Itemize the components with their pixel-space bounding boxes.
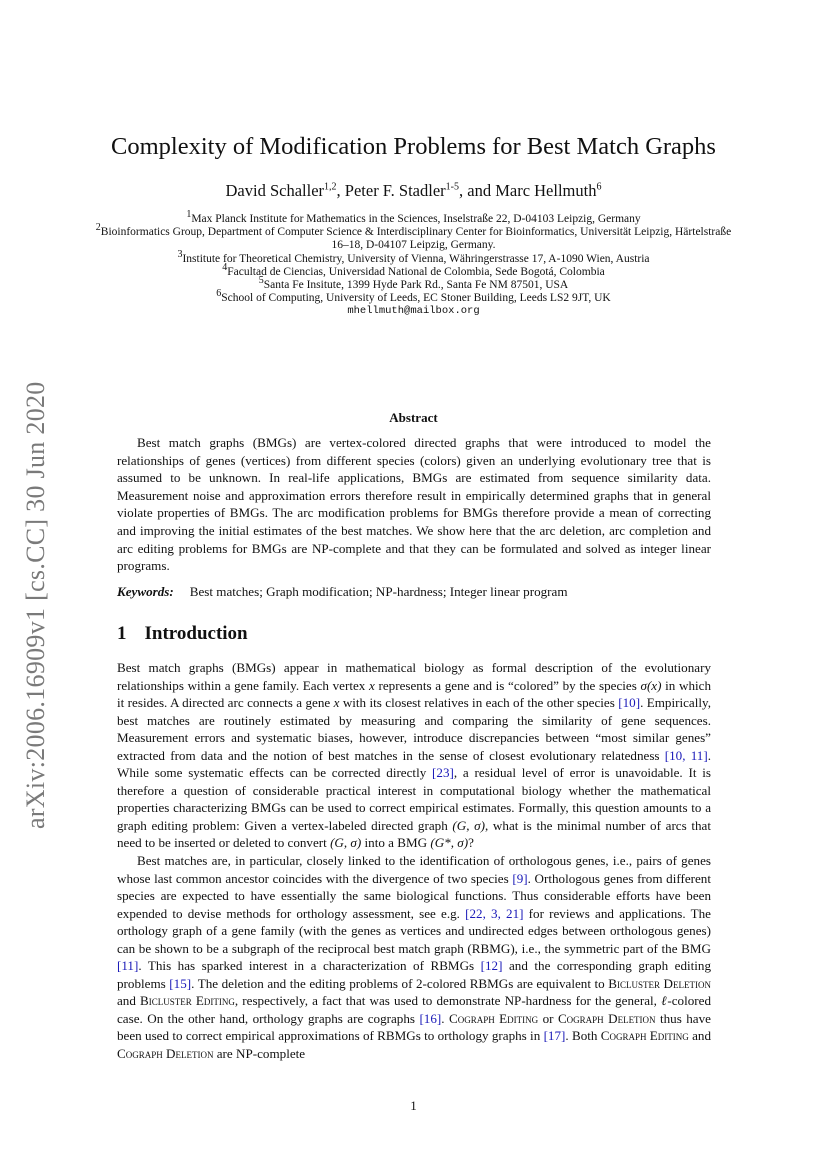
affiliation-number: 2 — [95, 222, 101, 234]
abstract-text: Best match graphs (BMGs) are vertex-colored directed graphs that were introduced to model the relationships of genes (vertices) from different species (colors) given an underlying evolutionary tree that is assumed to be unknown. In real-life applications, BMGs are estimated from sequence similarity data. Measurement noise and approximation errors therefore result in empirically determined graphs that in general violate properties of BMGs. The arc modification problems for BMGs therefore provide a mean of correcting and improving the initial estimates of the best matches. We show here that the arc deletion, arc completion and arc editing problems for BMGs are NP-complete and that they can be formulated and solved as integer linear programs. — [117, 435, 711, 574]
affiliation-text: School of Computing, University of Leeds, EC Stoner Building, Leeds LS2 9JT, UK — [221, 292, 611, 305]
citation-link[interactable]: [10, 11] — [664, 747, 708, 763]
problem-name: Cograph Deletion — [557, 1010, 656, 1026]
keywords-text: Best matches; Graph modification; NP-hardness; Integer linear program — [189, 584, 568, 599]
citation-link[interactable]: [17] — [543, 1028, 566, 1044]
problem-name: Bicluster Deletion — [608, 975, 711, 991]
affiliation-text: Facultad de Ciencias, Universidad National de Colombia, Sede Bogotá, Colombia — [227, 265, 605, 278]
citation-link[interactable]: [23] — [432, 765, 454, 781]
affiliation-number: 3 — [177, 248, 183, 260]
keywords-label: Keywords: — [117, 584, 174, 599]
arxiv-identifier: arXiv:2006.16909v1 [cs.CC] 30 Jun 2020 — [21, 381, 50, 829]
affiliation-item — [92, 222, 735, 252]
affiliation-item — [92, 261, 735, 279]
author-email[interactable]: mhellmuth@mailbox.org — [347, 305, 480, 318]
affiliation-number: 5 — [258, 275, 264, 287]
citation-link[interactable]: [15] — [169, 975, 192, 991]
author-name: Marc Hellmuth — [495, 181, 597, 200]
affiliation-list — [92, 209, 735, 319]
author-name: David Schaller — [225, 181, 325, 200]
math-symbol: (G, σ) — [330, 835, 362, 851]
affiliation-number: 6 — [216, 288, 222, 300]
affiliation-item — [92, 275, 735, 292]
problem-name: Cograph Editing — [600, 1028, 689, 1044]
affiliation-text: Bioinformatics Group, Department of Computer Science & Interdisciplinary Center for Bioinformatics, Universität Leipzig, Härtelstraße 16–18, D-04107 Leipzig, Germany. — [100, 226, 732, 252]
citation-link[interactable]: [10] — [618, 695, 641, 711]
math-symbol: σ(x) — [640, 677, 662, 693]
citation-link[interactable]: [9] — [512, 870, 528, 886]
problem-name: Cograph Deletion — [117, 1046, 214, 1062]
math-symbol: (G, σ) — [452, 817, 485, 833]
math-symbol: x — [369, 677, 375, 693]
intro-paragraph-2: Best matches are, in particular, closely linked to the identification of orthologous genes, i.e., pairs of genes whose last common ancestor coincides with the divergence of two species [9]. Orthologous genes from different species are expected to have essentially the same biological functions. Thus considerable efforts have been expended to devise methods for orthology assessment, see e.g. [22, 3, 21] for reviews and applications. The orthology graph of a gene family (with the genes as vertices and undirected edges between orthologous genes) can be shown to be a subgraph of the reciprocal best match graph (RBMG), i.e., the symmetric part of the BMG [11]. This has sparked interest in a characterization of RBMGs [12] and the corresponding graph editing problems [15]. The deletion and the editing problems of 2-colored RBMGs are equivalent to Bicluster Deletion and Bicluster Editing, respectively, a fact that was used to demonstrate NP-hardness for the general, ℓ-colored case. On the other hand, orthology graphs are cographs [16]. Cograph Editing or Cograph Deletion thus have been used to correct empirical approximations of RBMGs to orthology graphs in [17]. Both Cograph Editing and Cograph Deletion are NP-complete — [117, 853, 712, 1062]
citation-link[interactable]: [22, 3, 21] — [465, 905, 524, 921]
author-name: Peter F. Stadler — [344, 181, 446, 200]
math-symbol: x — [333, 695, 340, 711]
intro-paragraph-1: Best match graphs (BMGs) appear in mathematical biology as formal description of the evolutionary relationships within a gene family. Each vertex x represents a gene and is “colored” by the species σ(x) in which it resides. A directed arc connects a gene x with its closest relatives in each of the other species [10]. Empirically, best matches are routinely estimated by measuring and comparing the similarity of gene sequences. Measurement errors and systematic biases, however, introduce discrepancies between “most similar genes” extracted from data and the notion of best matches in the sense of closest evolutionary relatedness [10, 11]. While some systematic effects can be corrected directly [23], a residual level of error is unavoidable. It is therefore a question of considerable practical interest in computational biology whether the mathematical properties characterizing BMGs can be used to correct empirical estimates. Formally, this question amounts to a graph editing problem: Given a vertex-labeled directed graph (G, σ), what is the minimal number of arcs that need to be inserted or deleted to convert (G, σ) into a BMG (G*, σ)? — [117, 660, 712, 851]
abstract-heading: Abstract — [389, 410, 438, 425]
math-symbol: (G*, σ) — [430, 835, 469, 851]
affiliation-number: 1 — [186, 209, 192, 221]
math-symbol: ℓ — [661, 993, 668, 1009]
problem-name: Cograph Editing — [448, 1010, 539, 1026]
affiliation-number: 4 — [222, 261, 228, 273]
page-number: 1 — [410, 1098, 417, 1113]
author-affiliation-marker: 1,2 — [324, 181, 337, 193]
author-affiliation-marker: 1-5 — [445, 181, 459, 193]
author-list: David Schaller$^{1,2}$, Peter F. Stadler$^{1-5}$, and Marc Hellmuth$^6$ — [225, 181, 602, 200]
affiliation-text: Institute for Theoretical Chemistry, University of Vienna, Währingerstrasse 17, A-1090 Wien, Austria — [182, 252, 650, 265]
citation-link[interactable]: [11] — [117, 958, 139, 974]
affiliation-item — [92, 209, 735, 226]
problem-name: Bicluster Editing — [140, 993, 235, 1009]
citation-link[interactable]: [12] — [480, 958, 503, 974]
affiliation-item — [92, 248, 735, 266]
section-heading-introduction — [117, 623, 248, 645]
citation-link[interactable]: [16] — [419, 1010, 442, 1026]
affiliation-item — [92, 288, 735, 305]
section-title: Introduction — [144, 623, 248, 644]
section-number: 1 — [117, 623, 127, 644]
paper-title: Complexity of Modification Problems for Best Match Graphs — [111, 133, 716, 160]
introduction-body — [117, 659, 711, 1063]
affiliation-text: Max Planck Institute for Mathematics in the Sciences, Inselstraße 22, D-04103 Leipzig, Germany — [191, 213, 641, 225]
keywords-line — [117, 584, 717, 600]
author-affiliation-marker: 6 — [596, 181, 602, 193]
affiliation-text: Santa Fe Insitute, 1399 Hyde Park Rd., Santa Fe NM 87501, USA — [263, 279, 569, 292]
